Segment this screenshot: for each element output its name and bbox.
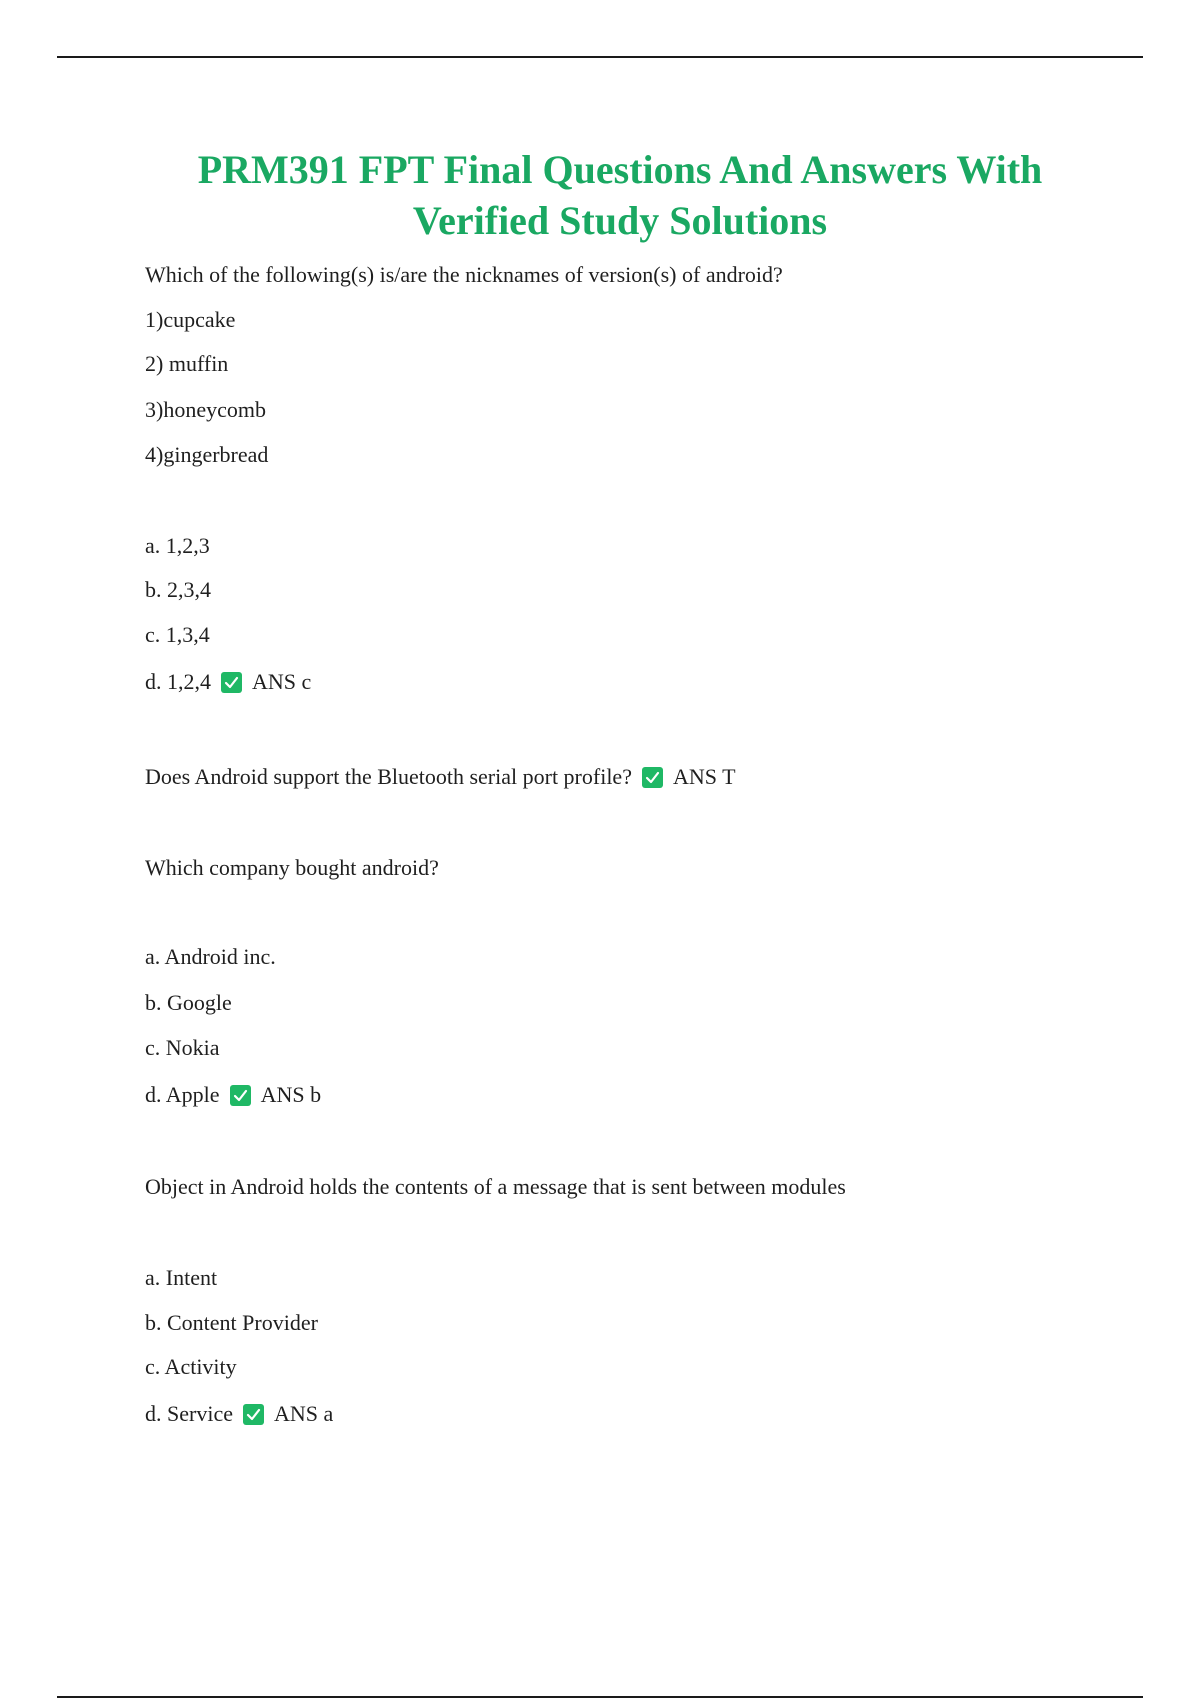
q3-option: b. Google [145,990,232,1015]
bottom-rule [57,1696,1143,1698]
check-box-icon [230,1085,251,1106]
q4-option: d. Service [145,1401,233,1426]
q2-answer: ANS T [672,764,736,789]
title-line-2: Verified Study Solutions [412,198,828,243]
q3-option: a. Android inc. [145,944,276,969]
q1-item: 1)cupcake [145,307,236,332]
q1-option: b. 2,3,4 [145,577,211,602]
check-box-icon [243,1404,264,1425]
q1-item: 3)honeycomb [145,397,266,422]
title-line-1: PRM391 FPT Final Questions And Answers With [197,147,1043,192]
q3-answer-row [145,1081,321,1109]
q3-question: Which company bought android? [145,855,439,880]
q4-answer: ANS a [273,1401,334,1426]
q1-question: Which of the following(s) is/are the nicknames of version(s) of android? [145,262,783,287]
q1-option: d. 1,2,4 [145,669,211,694]
top-rule [57,56,1143,58]
q1-item: 4)gingerbread [145,442,269,467]
q4-option: c. Activity [145,1354,237,1379]
q2-answer-row [145,763,736,791]
q1-answer-row [145,668,311,696]
q4-question: Object in Android holds the contents of a message that is sent between modules [145,1174,846,1199]
q1-item: 2) muffin [145,351,229,376]
q3-answer: ANS b [260,1082,322,1107]
q1-option: c. 1,3,4 [145,622,210,647]
check-box-icon [642,767,663,788]
q3-option: c. Nokia [145,1035,220,1060]
q4-option: a. Intent [145,1265,218,1290]
q1-answer: ANS c [252,669,312,694]
q2-question: Does Android support the Bluetooth serial port profile? [145,764,632,789]
q1-option: a. 1,2,3 [145,533,210,558]
q4-option: b. Content Provider [145,1310,318,1335]
check-box-icon [221,672,242,693]
document-title [100,144,1140,246]
q4-answer-row [145,1400,333,1428]
q3-option: d. Apple [145,1082,220,1107]
